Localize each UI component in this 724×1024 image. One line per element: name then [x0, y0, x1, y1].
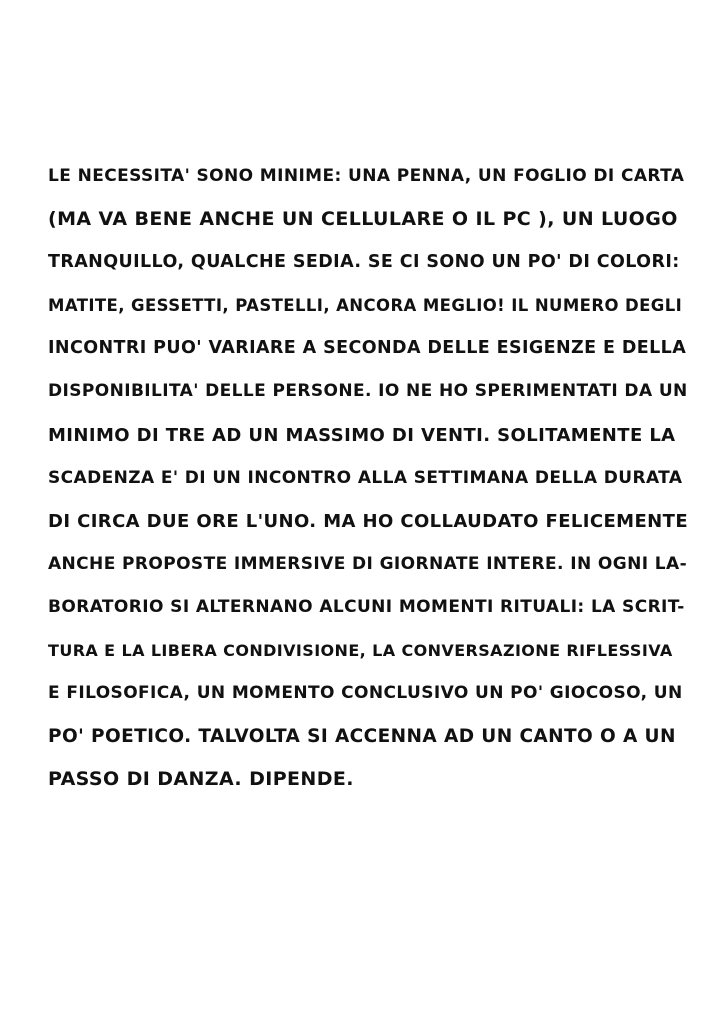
text-line: SCADENZA E' DI UN INCONTRO ALLA SETTIMANA DELLA DURATA [48, 467, 683, 488]
text-line: DI CIRCA DUE ORE L'UNO. MA HO COLLAUDATO FELICEMENTE [48, 510, 689, 532]
text-line: PO' POETICO. TALVOLTA SI ACCENNA AD UN CANTO O A UN [48, 726, 676, 748]
text-line: DISPONIBILITA' DELLE PERSONE. IO NE HO SPERIMENTATI DA UN [48, 381, 688, 402]
text-line: INCONTRI PUO' VARIARE A SECONDA DELLE ESIGENZE E DELLA [48, 338, 687, 359]
text-line: BORATORIO SI ALTERNANO ALCUNI MOMENTI RITUALI: LA SCRIT- [48, 596, 685, 617]
text-line: TRANQUILLO, QUALCHE SEDIA. SE CI SONO UN PO' DI COLORI: [48, 252, 680, 273]
text-line: LE NECESSITA' SONO MINIME: UNA PENNA, UN FOGLIO DI CARTA [48, 166, 685, 186]
text-line: PASSO DI DANZA. DIPENDE. [48, 768, 354, 791]
text-line: MINIMO DI TRE AD UN MASSIMO DI VENTI. SOLITAMENTE LA [48, 424, 676, 446]
paragraph [48, 155, 688, 801]
text-line: (MA VA BENE ANCHE UN CELLULARE O IL PC ), UN LUOGO [48, 208, 678, 231]
text-line: MATITE, GESSETTI, PASTELLI, ANCORA MEGLIO! IL NUMERO DEGLI [48, 296, 683, 316]
text-line: ANCHE PROPOSTE IMMERSIVE DI GIORNATE INTERE. IN OGNI LA- [48, 553, 688, 574]
text-line: E FILOSOFICA, UN MOMENTO CONCLUSIVO UN PO' GIOCOSO, UN [48, 683, 683, 704]
text-line: TURA E LA LIBERA CONDIVISIONE, LA CONVERSAZIONE RIFLESSIVA [48, 641, 673, 661]
